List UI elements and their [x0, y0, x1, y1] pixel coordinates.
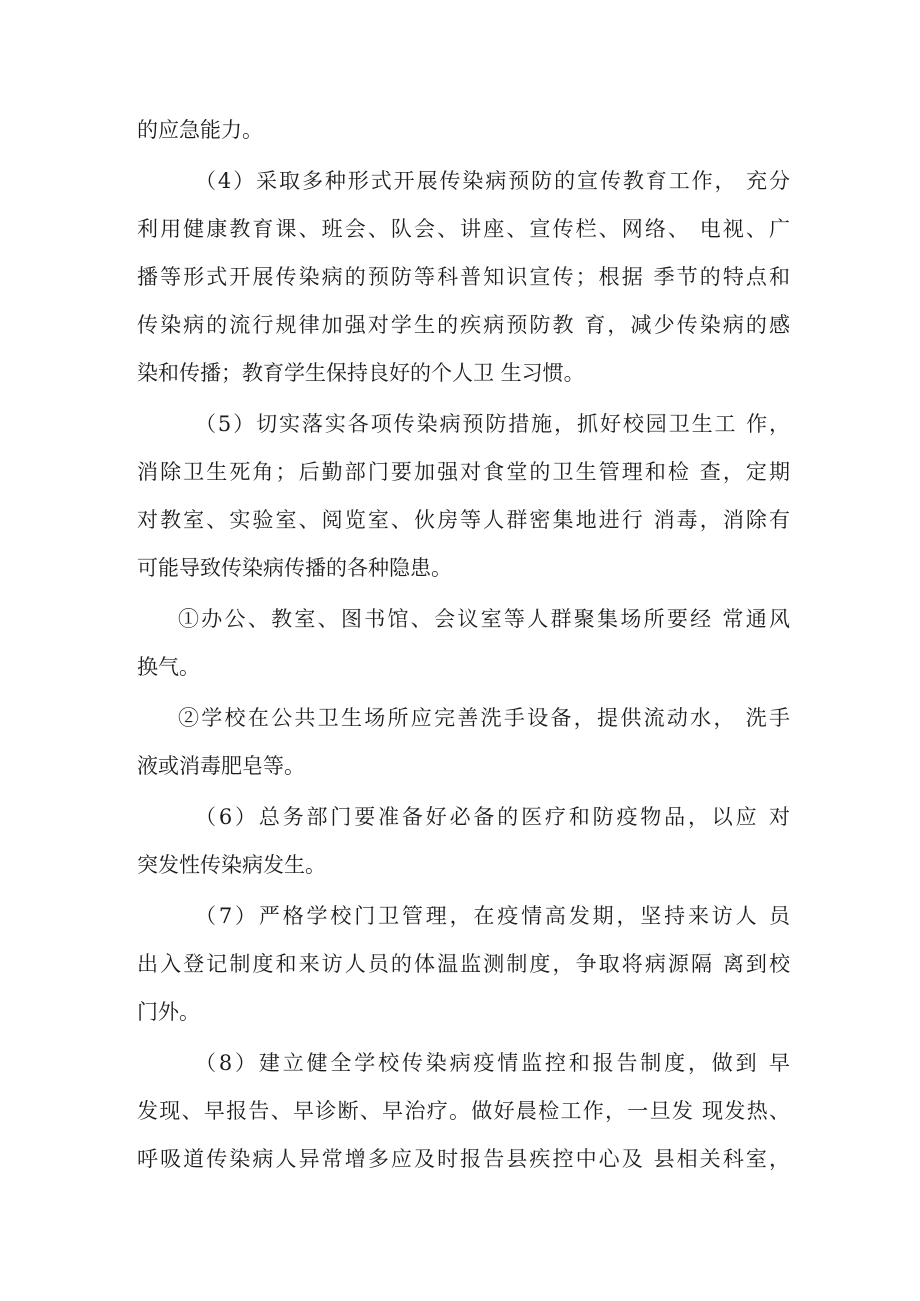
- paragraph-line: （7）严格学校门卫管理，在疫情高发期，坚持来访人 员: [195, 904, 790, 928]
- paragraph-line: （8）建立健全学校传染病疫情监控和报告制度，做到 早: [195, 1051, 790, 1075]
- paragraph-line: 门外。: [137, 1000, 200, 1024]
- paragraph-line: （6）总务部门要准备好必备的医疗和防疫物品，以应 对: [195, 805, 790, 829]
- paragraph-line: 液或消毒肥皂等。: [137, 754, 305, 778]
- paragraph-line: 换气。: [137, 655, 200, 679]
- paragraph-line: 突发性传染病发生。: [137, 853, 326, 877]
- paragraph-line: 的应急能力。: [137, 118, 263, 142]
- paragraph-line: （5）切实落实各项传染病预防措施，抓好校园卫生工 作，: [195, 412, 790, 436]
- paragraph-line: 发现、早报告、早诊断、早治疗。做好晨检工作，一旦发 现发热、: [137, 1099, 790, 1123]
- paragraph-item-6: [137, 793, 790, 889]
- paragraph-line: （4）采取多种形式开展传染病预防的宣传教育工作， 充分: [195, 169, 790, 193]
- paragraph-item-8: [137, 1039, 790, 1183]
- paragraph-line: 呼吸道传染病人异常增多应及时报告县疾控中心及 县相关科室，: [137, 1147, 790, 1171]
- paragraph-line: 播等形式开展传染病的预防等科普知识宣传；根据 季节的特点和: [137, 265, 790, 289]
- paragraph-item-5: [137, 400, 790, 592]
- paragraph-line: ②学校在公共卫生场所应完善洗手设备，提供流动水， 洗手: [178, 706, 790, 730]
- paragraph-line: 可能导致传染病传播的各种隐患。: [137, 556, 452, 580]
- paragraph-line: 出入登记制度和来访人员的体温监测制度，争取将病源隔 离到校: [137, 952, 790, 976]
- paragraph-line: 利用健康教育课、班会、队会、讲座、宣传栏、网络、 电视、广: [137, 217, 790, 241]
- body-text: [137, 106, 790, 1183]
- paragraph-item-7: [137, 892, 790, 1036]
- paragraph-item-4: [137, 157, 790, 397]
- paragraph-line: ①办公、教室、图书馆、会议室等人群聚集场所要经 常通风: [178, 607, 790, 631]
- paragraph-line: 消除卫生死角；后勤部门要加强对食堂的卫生管理和检 查，定期: [137, 460, 790, 484]
- paragraph-line: 染和传播；教育学生保持良好的个人卫 生习惯。: [137, 361, 585, 385]
- paragraph-line: 对教室、实验室、阅览室、伙房等人群密集地进行 消毒，消除有: [137, 508, 790, 532]
- paragraph-line: 传染病的流行规律加强对学生的疾病预防教 育，减少传染病的感: [137, 313, 790, 337]
- paragraph-subitem-2: [137, 694, 790, 790]
- paragraph-subitem-1: [137, 595, 790, 691]
- paragraph-continued: [137, 106, 790, 154]
